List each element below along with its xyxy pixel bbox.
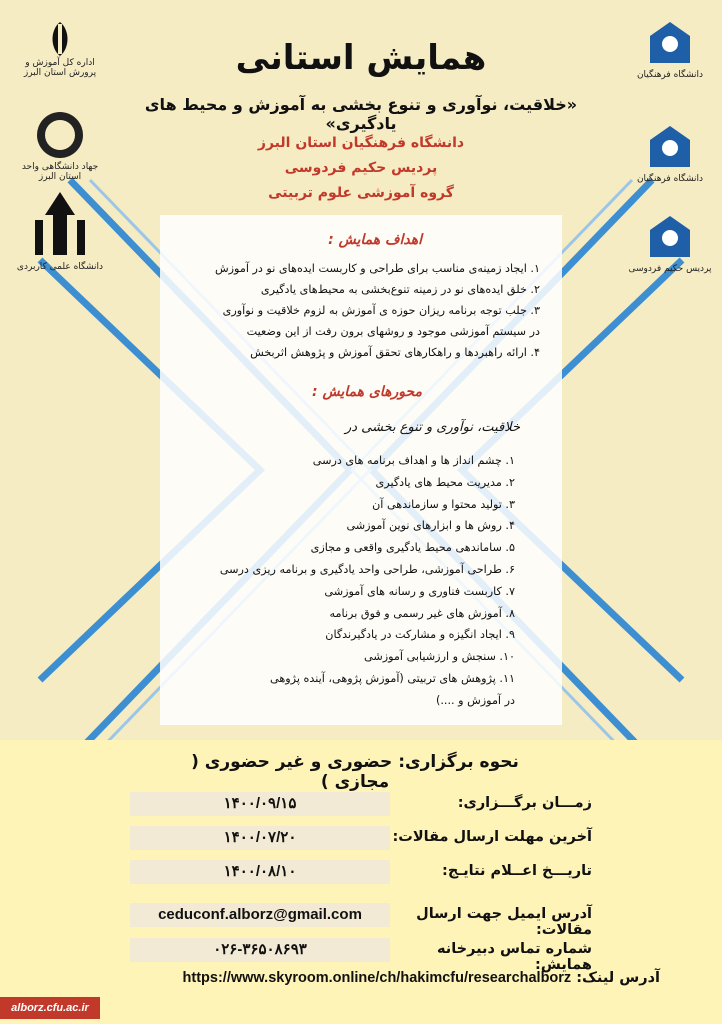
university-logo bbox=[16, 190, 104, 300]
goals-heading: اهداف همایش : bbox=[328, 232, 422, 248]
deadline-label: آخرین مهلت ارسال مقالات: bbox=[392, 829, 592, 845]
page-subtitle: «خلاقیت، نوآوری و تنوع بخشی به آموزش و محیط های یادگیری» bbox=[144, 95, 578, 133]
farhangian-logo-2 bbox=[630, 122, 710, 212]
topic-item: ۸. آموزش های غیر رسمی و فوق برنامه bbox=[329, 606, 515, 620]
goals-list bbox=[180, 258, 540, 363]
link-label: آدرس لینک: bbox=[576, 970, 660, 986]
results-date-label: تاریـــخ اعــلام نتایـج: bbox=[442, 863, 592, 879]
email-link[interactable]: ceduconf.alborz@gmail.com bbox=[130, 903, 390, 927]
org-line-campus: پردیس حکیم فردوسی bbox=[284, 160, 438, 176]
topic-item: ۶. طراحی آموزشی، طراحی واحد یادگیری و برنامه ریزی درسی bbox=[219, 562, 515, 576]
topic-item: ۷. کاربست فناوری و رسانه های آموزشی bbox=[324, 584, 515, 598]
topics-heading: محورهای همایش : bbox=[312, 384, 422, 400]
emblem-label: اداره کل آموزش و پرورش استان البرز bbox=[23, 58, 97, 78]
phone-value: ۰۲۶-۳۶۵۰۸۶۹۳ bbox=[130, 938, 390, 962]
results-date-value: ۱۴۰۰/۰۸/۱۰ bbox=[130, 860, 390, 884]
org-line-department: گروه آموزشی علوم تربیتی bbox=[268, 185, 454, 201]
topic-item: ۴. روش ها و ابزارهای نوین آموزشی bbox=[346, 519, 515, 533]
deadline-value: ۱۴۰۰/۰۷/۲۰ bbox=[130, 826, 390, 850]
site-tag[interactable]: alborz.cfu.ac.ir bbox=[0, 997, 100, 1019]
farhangian-label-1: دانشگاه فرهنگیان bbox=[636, 70, 704, 80]
topic-item: ۱۰. سنجش و ارزشیابی آموزشی bbox=[364, 650, 515, 664]
event-date-value: ۱۴۰۰/۰۹/۱۵ bbox=[130, 792, 390, 816]
jahad-label: جهاد دانشگاهی واحد استان البرز bbox=[21, 162, 99, 182]
farhangian-logo-3 bbox=[630, 212, 710, 302]
jahad-logo bbox=[20, 110, 100, 180]
farhangian-logo-1 bbox=[630, 18, 710, 108]
topics-intro: خلاقیت، نوآوری و تنوع بخشی در bbox=[344, 420, 520, 435]
topics-list bbox=[170, 450, 515, 712]
event-date-label: زمـــان برگـــزاری: bbox=[457, 795, 592, 811]
goal-item: ۱. ایجاد زمینه‌ی مناسب برای طراحی و کاربست ایده‌های نو در آموزش bbox=[215, 262, 540, 275]
link-row bbox=[60, 970, 660, 986]
topic-item: ۳. تولید محتوا و سازماندهی آن bbox=[372, 497, 515, 511]
farhangian-label-2: دانشگاه فرهنگیان bbox=[636, 174, 704, 184]
topic-item: ۱۱. پژوهش های تربیتی (آموزش پژوهی، آینده پژوهی bbox=[270, 671, 515, 685]
farhangian-label-3: پردیس حکیم فردوسی bbox=[628, 264, 712, 274]
topic-item: در آموزش و ....) bbox=[436, 693, 515, 707]
skyroom-link[interactable]: https://www.skyroom.online/ch/hakimcfu/researchalborz bbox=[182, 970, 572, 986]
goal-item: ۳. جلب توجه برنامه ریزان حوزه ی آموزش به لزوم خلاقیت و نوآوری bbox=[222, 304, 540, 317]
goal-item: ۴. ارائه راهبردها و راهکارهای تحقق آموزش و پژوهش اثربخش bbox=[250, 346, 540, 359]
topic-item: ۹. ایجاد انگیزه و مشارکت در یادگیرندگان bbox=[325, 628, 515, 642]
university-label: دانشگاه علمی کاربردی bbox=[16, 262, 104, 272]
goal-item: ۲. خلق ایده‌های نو در زمینه تنوع‌بخشی به محیط‌های یادگیری bbox=[260, 283, 540, 296]
topic-item: ۱. چشم انداز ها و اهداف برنامه های درسی bbox=[312, 454, 515, 467]
topic-item: ۲. مدیریت محیط های یادگیری bbox=[375, 475, 515, 489]
goal-item: در سیستم آموزشی موجود و روشهای برون رفت از این وضعیت bbox=[246, 325, 540, 338]
org-line-university: دانشگاه فرهنگیان استان البرز bbox=[257, 135, 465, 151]
emblem-icon bbox=[15, 18, 105, 78]
phone-label: شماره تماس دبیرخانه همایش: bbox=[436, 941, 592, 973]
email-label: آدرس ایمیل جهت ارسال مقالات: bbox=[416, 906, 592, 938]
topic-item: ۵. ساماندهی محیط یادگیری واقعی و مجازی bbox=[310, 541, 515, 555]
event-mode: نحوه برگزاری: حضوری و غیر حضوری ( مجازی ) bbox=[191, 752, 519, 792]
page-title: همایش استانی bbox=[235, 38, 487, 78]
